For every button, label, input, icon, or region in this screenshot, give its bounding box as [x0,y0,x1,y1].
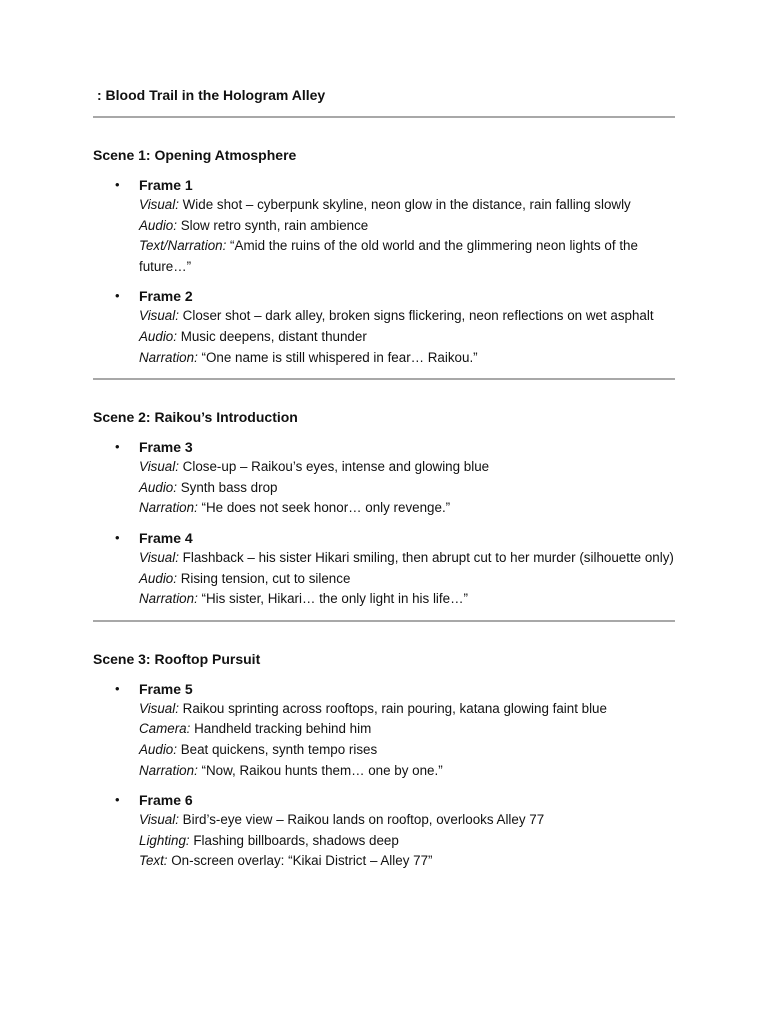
bullet-icon: • [115,439,120,455]
frame-line [139,327,675,348]
line-label: Narration: [139,762,198,778]
line-text: Close-up – Raikou’s eyes, intense and glowing blue [178,459,490,475]
frame-line [139,831,675,852]
line-text: Flashback – his sister Hikari smiling, then abrupt cut to her murder (silhouette only) [178,549,674,565]
frame-list [93,679,675,872]
line-text: Music deepens, distant thunder [176,328,367,344]
scene-title: Scene 2: Raikou’s Introduction [93,409,298,426]
frame-line [139,548,675,569]
frame-line [139,478,675,499]
frame-line [139,236,675,277]
line-label: Lighting: [139,832,190,848]
frame-line [139,719,675,740]
line-label: Audio: [139,479,177,495]
line-text: Raikou sprinting across rooftops, rain pouring, katana glowing faint blue [178,700,607,716]
frame-line [139,457,675,478]
bullet-icon: • [115,177,120,192]
line-label: Audio: [139,570,177,586]
frame-line [139,740,675,761]
frame-line [139,306,675,327]
frame-line [139,851,675,872]
line-label: Visual: [139,700,179,716]
frame-line [139,569,675,590]
bullet-icon: • [115,288,120,304]
line-label: Text: [139,853,168,869]
frame-list [93,437,675,610]
frame-item [93,286,675,368]
line-text: Slow retro synth, rain ambience [176,217,369,233]
line-text: “Now, Raikou hunts them… one by one.” [197,762,443,778]
frame-title: Frame 5 [139,680,193,697]
line-label: Visual: [139,197,179,212]
bullet-icon: • [115,680,120,696]
line-label: Audio: [139,217,177,233]
line-label: Text/Narration: [139,238,227,254]
line-text: Bird’s-eye view – Raikou lands on rooftop, overlooks Alley 77 [178,812,545,828]
line-text: Handheld tracking behind him [190,721,372,737]
frame-item [93,528,675,610]
frame-line [139,216,675,237]
frame-line [139,498,675,519]
line-label: Audio: [139,328,177,344]
line-label: Visual: [139,549,179,565]
frame-item [93,679,675,781]
line-text: Closer shot – dark alley, broken signs flickering, neon reflections on wet asphalt [178,308,654,324]
line-text: “His sister, Hikari… the only light in his life…” [197,591,468,607]
scene-1 [93,118,675,378]
frame-list [93,175,675,368]
line-label: Visual: [139,812,179,828]
frame-line [139,810,675,831]
line-label: Narration: [139,349,198,365]
frame-line [139,589,675,610]
frame-item [93,437,675,519]
frame-title: Frame 6 [139,792,193,809]
line-text: Rising tension, cut to silence [176,570,351,586]
frame-line [139,699,675,720]
line-text: On-screen overlay: “Kikai District – Alley 77” [167,853,433,869]
line-label: Narration: [139,591,198,607]
scene-title: Scene 1: Opening Atmosphere [93,147,297,163]
scene-title: Scene 3: Rooftop Pursuit [93,650,261,667]
document-title: : Blood Trail in the Hologram Alley [97,87,326,103]
line-text: “Amid the ruins of the old world and the glimmering neon lights of the future…” [139,238,638,274]
frame-title: Frame 4 [139,529,193,546]
line-label: Audio: [139,741,177,757]
frame-line [139,761,675,782]
frame-title: Frame 2 [139,288,193,305]
frame-item [93,175,675,277]
line-text: Beat quickens, synth tempo rises [176,741,378,757]
bullet-icon: • [115,792,120,808]
bullet-icon: • [115,529,120,545]
line-label: Narration: [139,500,198,516]
line-label: Visual: [139,459,179,475]
frame-title: Frame 1 [139,177,193,193]
frame-title: Frame 3 [139,439,193,456]
frame-line [139,195,675,216]
line-text: Synth bass drop [176,479,278,495]
frame-item [93,790,675,872]
line-label: Visual: [139,308,179,324]
line-text: Wide shot – cyberpunk skyline, neon glow in the distance, rain falling slowly [178,197,631,212]
line-text: Flashing billboards, shadows deep [189,832,399,848]
scene-3 [93,622,675,882]
line-text: “He does not seek honor… only revenge.” [197,500,451,516]
line-label: Camera: [139,721,191,737]
document-page [93,84,675,882]
line-text: “One name is still whispered in fear… Raikou.” [197,349,478,365]
scene-2 [93,380,675,620]
frame-line [139,348,675,369]
